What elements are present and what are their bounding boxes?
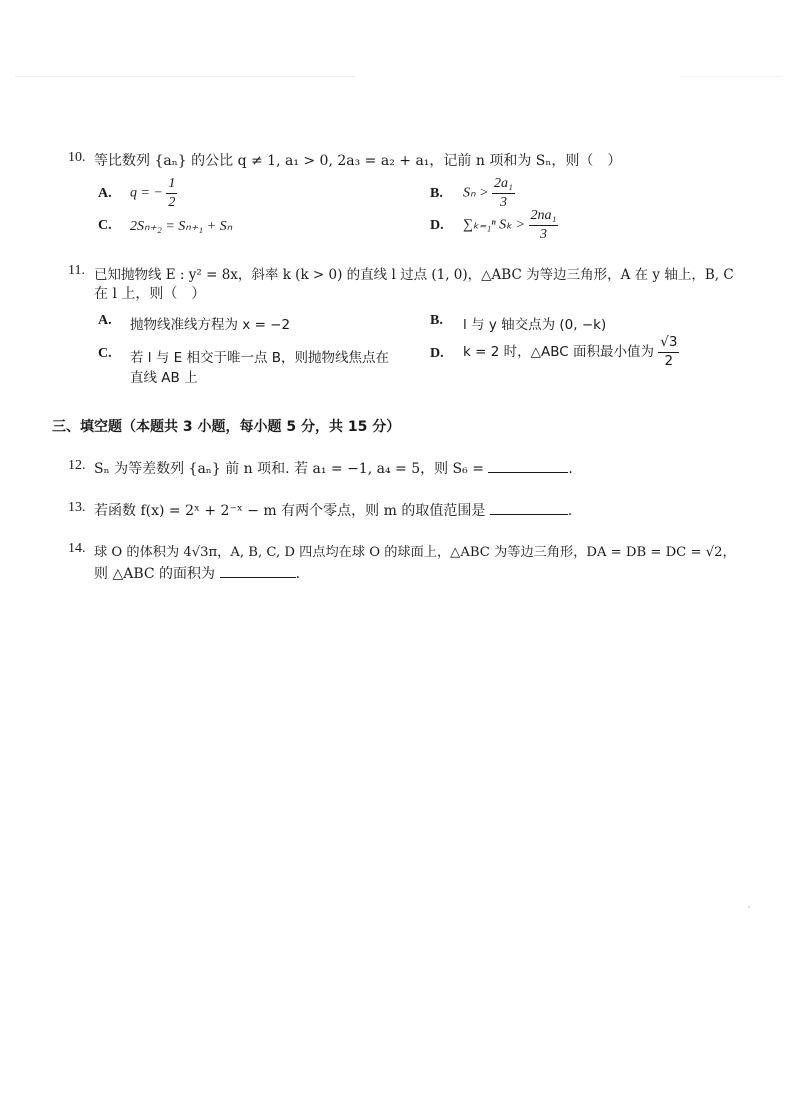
scan-speck [748,906,750,908]
answer-blank[interactable] [220,577,296,578]
question-text-body: Sₙ 为等差数列 {aₙ} 前 n 项和. 若 a₁ = −1, a₄ = 5，则 S₆ = [94,461,484,477]
section-heading: 三、填空题（本题共 3 小题，每小题 5 分，共 15 分） [52,419,401,435]
question-stem: 等比数列 {aₙ} 的公比 q ≠ 1, a₁ > 0, 2a₃ = a₂ + a₁，记前 n 项和为 Sₙ，则（ ） [94,153,622,169]
fraction-denominator: 3 [499,195,507,210]
question-number: 10. [68,150,86,165]
question-end-mark: . [567,503,573,519]
question-text-line-1: 球 O 的体积为 4√3π，A, B, C, D 四点均在球 O 的球面上，△ABC 为等边三角形，DA = DB = DC = √2， [94,545,736,560]
question-number: 12. [68,458,86,473]
fraction-denominator: 2 [664,352,674,369]
question-end-mark: . [295,566,300,582]
fraction-denominator: 3 [539,227,547,242]
option-c-line-1[interactable]: 若 l 与 E 相交于唯一点 B，则抛物线焦点在 [130,350,389,366]
question-number: 14. [68,541,86,556]
option-letter-d[interactable]: D. [430,346,444,361]
question-end-mark: . [568,461,573,477]
option-letter-b[interactable]: B. [430,186,443,201]
question-text-line-2 [94,563,300,583]
question-text-body: 则 △ABC 的面积为 [94,566,216,582]
option-letter-c[interactable]: C. [98,346,112,361]
option-b-lhs: Sₙ > [463,185,489,201]
question-stem-line-2: 在 l 上，则（ ） [94,286,206,302]
fraction [529,209,559,242]
fraction-numerator: 1 [166,177,177,194]
fraction [166,177,177,210]
option-d-content[interactable] [463,209,558,242]
option-c-content[interactable]: 2Sₙ₊₂ = Sₙ₊₁ + Sₙ [130,219,233,234]
option-b-content[interactable] [463,177,515,210]
option-a-content[interactable]: 抛物线准线方程为 x = −2 [130,317,291,333]
question-text [94,458,573,478]
question-text-body: 若函数 f(x) = 2ˣ + 2⁻ˣ − m 有两个零点，则 m 的取值范围是 [94,503,486,519]
option-letter-a[interactable]: A. [98,186,112,201]
fraction-numerator: 2a₁ [492,177,515,194]
option-letter-d[interactable]: D. [430,218,444,233]
option-d-lhs: ∑ₖ₌₁ⁿ Sₖ > [463,217,526,233]
question-stem-line-1: 已知抛物线 E : y² = 8x，斜率 k (k > 0) 的直线 l 过点 (1, 0)，△ABC 为等边三角形，A 在 y 轴上，B, C [94,267,734,283]
option-a-content[interactable] [130,177,177,210]
fraction-numerator: 2na₁ [529,209,559,226]
option-c-line-2[interactable]: 直线 AB 上 [130,370,198,386]
option-letter-c[interactable]: C. [98,218,112,233]
fraction [492,177,515,210]
fraction-numerator: √3 [658,336,679,353]
option-b-content[interactable]: l 与 y 轴交点为 (0, −k) [463,317,607,333]
answer-blank[interactable] [490,514,568,515]
page-edge-line [680,76,780,77]
option-letter-b[interactable]: B. [430,313,443,328]
option-d-lhs: k = 2 时，△ABC 面积最小值为 [463,344,654,360]
fraction-denominator: 2 [168,195,176,210]
option-letter-a[interactable]: A. [98,313,112,328]
option-a-lhs: q = − [130,185,163,201]
option-d-content[interactable] [463,336,679,368]
question-number: 11. [68,263,85,278]
question-text [94,500,572,520]
question-number: 13. [68,500,86,515]
fraction [658,336,679,368]
page-edge-line [15,76,355,77]
answer-blank[interactable] [488,472,568,473]
